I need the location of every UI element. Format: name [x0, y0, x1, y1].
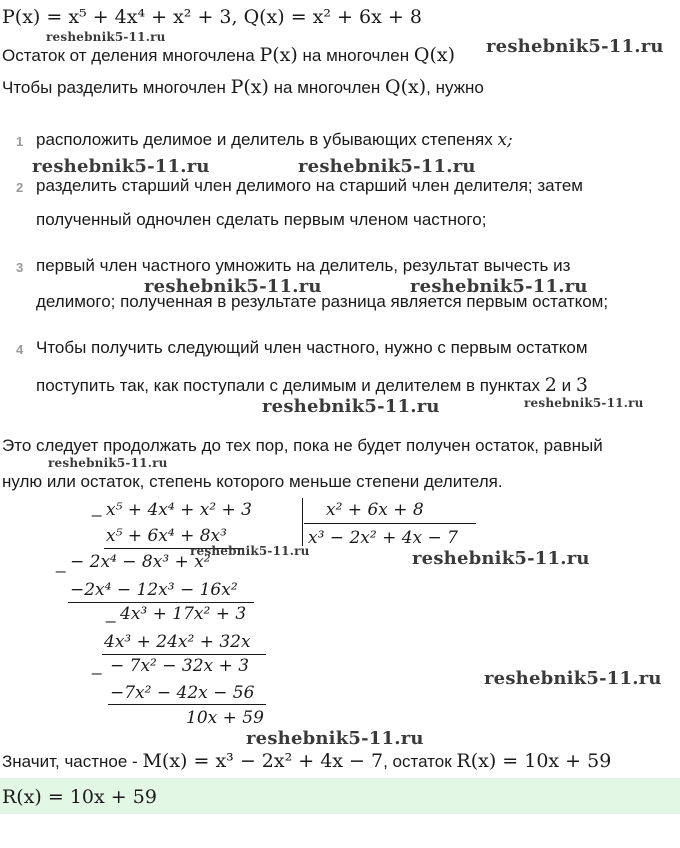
division-rem-2: 4x³ + 17x² + 3 [120, 604, 247, 624]
step-1-text-a: расположить делимое и делитель в убывающих степенях [36, 130, 493, 149]
step-4-n1: 2 [544, 374, 557, 396]
intro-line-2 [2, 76, 484, 98]
watermark: reshebnik5-11.ru [486, 36, 664, 57]
step-4-and: и [561, 376, 572, 395]
division-bracket-vertical [302, 498, 303, 546]
intro-line-2-prefix: Чтобы разделить многочлен [2, 78, 226, 97]
step-4-text-b [36, 374, 588, 396]
division-quotient: x³ − 2x² + 4x − 7 [308, 528, 458, 548]
intro-line-1 [2, 44, 455, 66]
division-sub-4: −7x² − 42x − 56 [110, 683, 255, 703]
conclusion-line [2, 750, 611, 772]
intro-line-2-mid: на многочлен [273, 78, 381, 97]
conclusion-remainder: R(x) = 10x + 59 [456, 750, 612, 772]
conclusion-mid: , остаток [383, 752, 452, 771]
division-sub-2: −2x⁴ − 12x³ − 16x² [70, 580, 238, 600]
division-rem-3: − 7x² − 32x + 3 [110, 656, 250, 676]
conclusion-prefix: Значит, частное - [2, 752, 138, 771]
step-4-number: 4 [16, 342, 24, 357]
division-rem-1: − 2x⁴ − 8x³ + x² [70, 552, 211, 572]
intro-line-2-q: Q(x) [385, 76, 427, 98]
continue-line-1: Это следует продолжать до тех пор, пока не будет получен остаток, равный [2, 436, 603, 455]
step-3-text-b: делимого; полученная в результате разница является первым остатком; [36, 292, 609, 311]
step-3-number: 3 [16, 260, 24, 275]
division-dividend: x⁵ + 4x⁴ + x² + 3 [106, 500, 252, 520]
header-formula: P(x) = x⁵ + 4x⁴ + x² + 3, Q(x) = x² + 6x + 8 [2, 6, 422, 28]
division-rule-2 [68, 602, 254, 603]
intro-line-1-p: P(x) [259, 44, 298, 66]
step-4-n2: 3 [575, 374, 588, 396]
division-minus-1: _ [92, 498, 102, 517]
watermark: reshebnik5-11.ru [524, 396, 644, 410]
step-1-text-b: x; [497, 130, 513, 150]
intro-line-2-p: P(x) [230, 76, 269, 98]
conclusion-quotient: M(x) = x³ − 2x² + 4x − 7 [142, 750, 384, 772]
watermark: reshebnik5-11.ru [48, 456, 168, 470]
division-sub-1: x⁵ + 6x⁴ + 8x³ [106, 526, 227, 546]
watermark: reshebnik5-11.ru [262, 396, 440, 417]
intro-line-2-suffix: , нужно [426, 78, 484, 97]
step-2-text-b: полученный одночлен сделать первым членом частного; [36, 210, 487, 229]
step-3-text-a: первый член частного умножить на делитель, результат вычесть из [36, 256, 571, 275]
division-minus-3: _ [106, 604, 116, 623]
watermark: reshebnik5-11.ru [190, 544, 310, 558]
division-sub-3: 4x³ + 24x² + 32x [104, 632, 251, 652]
step-1-text [36, 130, 513, 150]
step-2-text-a: разделить старший член делимого на старший член делителя; затем [36, 176, 583, 195]
watermark: reshebnik5-11.ru [46, 30, 166, 44]
intro-line-1-prefix: Остаток от деления многочлена [2, 46, 255, 65]
division-divisor-rule [304, 523, 476, 524]
intro-line-1-q: Q(x) [413, 44, 455, 66]
division-divisor: x² + 6x + 8 [326, 500, 424, 520]
step-1-number: 1 [16, 134, 24, 149]
step-2-number: 2 [16, 180, 24, 195]
watermark: reshebnik5-11.ru [410, 276, 588, 297]
watermark: reshebnik5-11.ru [144, 276, 322, 297]
answer-text: R(x) = 10x + 59 [2, 786, 157, 808]
division-minus-2: _ [56, 554, 66, 573]
watermark: reshebnik5-11.ru [246, 728, 424, 749]
answer-box [0, 778, 680, 814]
continue-line-2: нулю или остаток, степень которого меньше степени делителя. [2, 472, 503, 491]
step-4-text-b-main: поступить так, как поступали с делимым и делителем в пунктах [36, 376, 541, 395]
division-remainder: 10x + 59 [186, 708, 264, 728]
division-rule-3 [102, 654, 266, 655]
division-minus-4: _ [92, 656, 102, 675]
watermark: reshebnik5-11.ru [298, 156, 476, 177]
step-4-text-a: Чтобы получить следующий член частного, нужно с первым остатком [36, 338, 588, 357]
intro-line-1-mid: на многочлен [302, 46, 410, 65]
watermark: reshebnik5-11.ru [484, 668, 662, 689]
division-rule-4 [108, 704, 266, 705]
watermark: reshebnik5-11.ru [32, 156, 210, 177]
watermark: reshebnik5-11.ru [412, 548, 590, 569]
